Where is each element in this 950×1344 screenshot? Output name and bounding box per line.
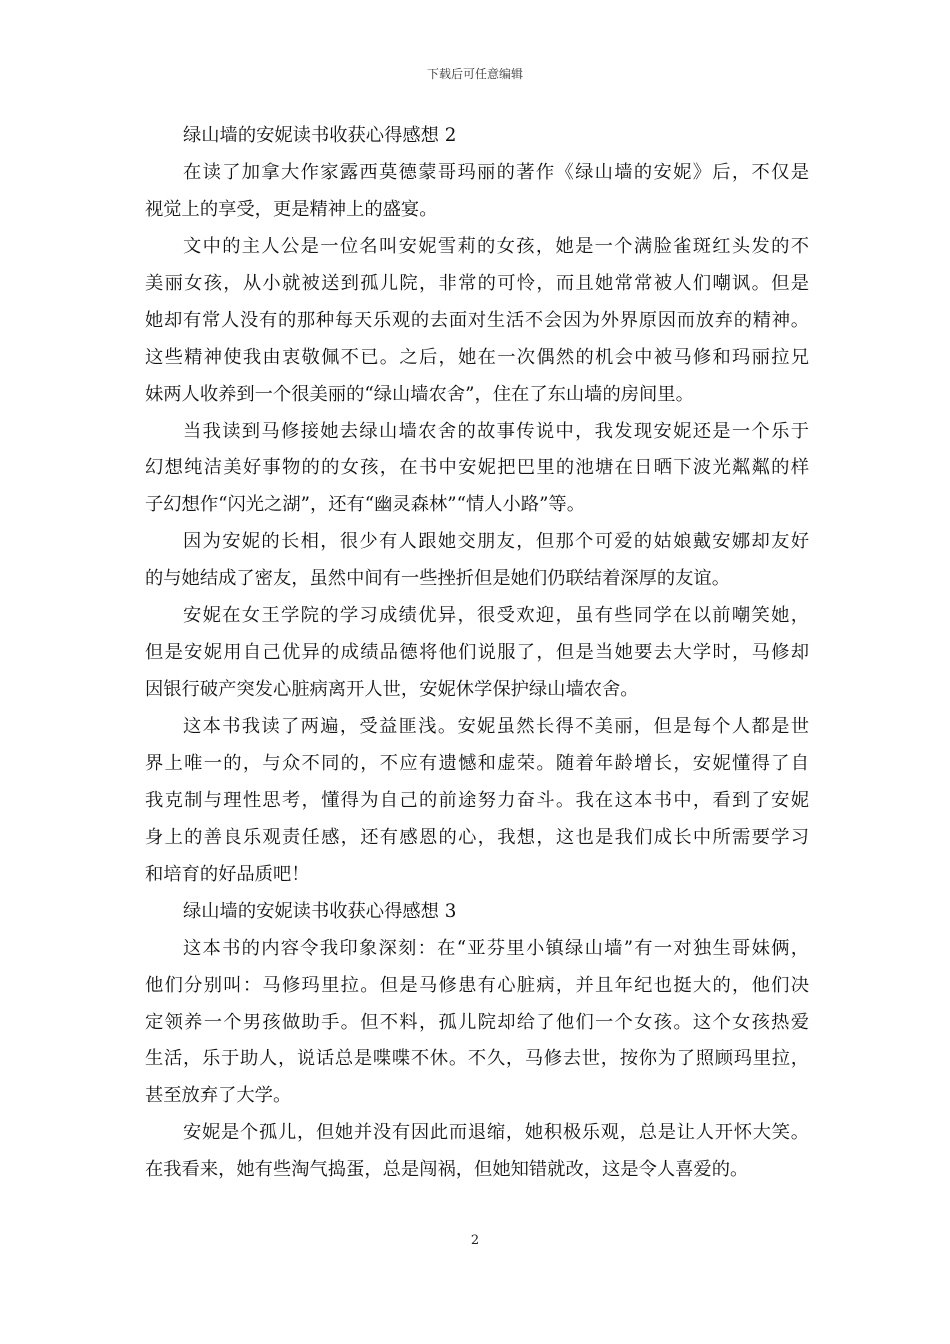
text-line: 绿山墙的安妮读书收获心得感想 3 [183,900,457,922]
text-line: 在读了加拿大作家露西莫德蒙哥玛丽的著作《绿山墙的安妮》后，不仅是 [183,161,809,183]
text-line: 这些精神使我由衷敬佩不已。之后，她在一次偶然的机会中被马修和玛丽拉兄 [145,346,809,368]
document-body [145,118,809,1189]
text-line: 幻想纯洁美好事物的的女孩，在书中安妮把巴里的池塘在日晒下波光粼粼的样 [145,457,809,479]
text-line: 身上的善良乐观责任感，还有感恩的心，我想，这也是我们成长中所需要学习 [145,826,809,848]
text-line: 子幻想作“闪光之湖”，还有“幽灵森林”“情人小路”等。 [145,494,585,516]
text-line: 美丽女孩，从小就被送到孤儿院，非常的可怜，而且她常常被人们嘲讽。但是 [145,272,809,294]
text-line: 和培育的好品质吧！ [145,863,310,885]
text-line: 安妮是个孤儿，但她并没有因此而退缩，她积极乐观，总是让人开怀大笑。 [183,1122,809,1144]
text-line: 但是安妮用自己优异的成绩品德将他们说服了，但是当她要去大学时，马修却 [145,642,809,664]
page-number: 2 [470,1233,480,1248]
text-line: 她却有常人没有的那种每天乐观的去面对生活不会因为外界原因而放弃的精神。 [145,309,809,331]
text-line: 当我读到马修接她去绿山墙农舍的故事传说中，我发现安妮还是一个乐于 [183,420,809,442]
text-line: 这本书的内容令我印象深刻：在“亚芬里小镇绿山墙”有一对独生哥妹俩， [183,937,809,959]
text-line: 他们分别叫：马修玛里拉。但是马修患有心脏病，并且年纪也挺大的，他们决 [145,974,809,996]
text-line: 界上唯一的，与众不同的，不应有遗憾和虚荣。随着年龄增长，安妮懂得了自 [145,752,809,774]
text-line: 在我看来，她有些淘气捣蛋，总是闯祸，但她知错就改，这是令人喜爱的。 [145,1159,749,1181]
text-line: 我克制与理性思考，懂得为自己的前途努力奋斗。我在这本书中，看到了安妮 [145,789,809,811]
text-line: 这本书我读了两遍，受益匪浅。安妮虽然长得不美丽，但是每个人都是世 [183,716,809,737]
text-line: 安妮在女王学院的学习成绩优异，很受欢迎，虽有些同学在以前嘲笑她， [183,605,809,627]
text-line: 视觉上的享受，更是精神上的盛宴。 [145,198,438,220]
page-header: 下载后可任意编辑 [426,67,523,81]
text-line: 甚至放弃了大学。 [145,1085,292,1107]
text-line: 文中的主人公是一位名叫安妮雪莉的女孩，她是一个满脸雀斑红头发的不 [183,235,809,257]
text-line: 妹两人收养到一个很美丽的“绿山墙农舍”，住在了东山墙的房间里。 [145,383,694,405]
text-line: 的与她结成了密友，虽然中间有一些挫折但是她们仍联结着深厚的友谊。 [145,568,730,590]
text-line: 定领养一个男孩做助手。但不料，孤儿院却给了他们一个女孩。这个女孩热爱 [145,1011,809,1033]
text-line: 绿山墙的安妮读书收获心得感想 2 [183,125,457,146]
text-line: 因银行破产突发心脏病离开人世，安妮休学保护绿山墙农舍。 [145,679,639,701]
text-line: 因为安妮的长相，很少有人跟她交朋友，但那个可爱的姑娘戴安娜却友好 [183,531,809,553]
text-line: 生活，乐于助人，说话总是喋喋不休。不久，马修去世，按你为了照顾玛里拉， [145,1048,809,1070]
